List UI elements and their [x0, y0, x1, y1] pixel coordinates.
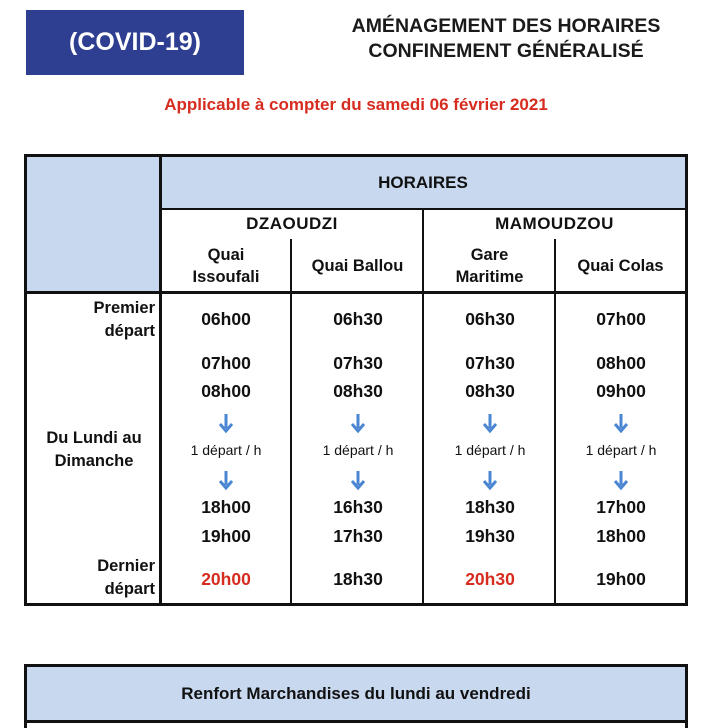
time-cell: 20h30 — [465, 569, 515, 589]
site-mamoudzou: MAMOUDZOU — [495, 214, 614, 233]
time-cell: 07h30 — [465, 353, 515, 373]
time-cell: 17h00 — [596, 497, 646, 517]
frequency-cell: 1 départ / h — [322, 442, 394, 458]
arrow-down-icon — [555, 470, 687, 493]
label-line: Du Lundi au — [46, 429, 142, 447]
quai-ballou: Quai Ballou — [311, 257, 404, 275]
time-cell: 07h00 — [201, 353, 251, 373]
time-cell: 07h30 — [333, 353, 383, 373]
time-cell: 18h00 — [596, 526, 646, 546]
quai-line: Maritime — [455, 268, 524, 286]
arrow-down-icon — [424, 470, 556, 493]
arrow-down-icon — [160, 470, 292, 493]
horaires-header: HORAIRES — [161, 157, 685, 209]
schedule-table — [24, 154, 688, 606]
time-cell: 06h00 — [201, 309, 251, 329]
covid-badge: (COVID-19) — [26, 10, 244, 75]
time-cell: 17h30 — [333, 526, 383, 546]
renfort-header: Renfort Marchandises du lundi au vendredi — [27, 667, 685, 723]
label-dernier-depart — [27, 555, 157, 601]
time-cell: 16h30 — [333, 497, 383, 517]
time-cell: 19h00 — [596, 569, 646, 589]
time-cell: 20h00 — [201, 569, 251, 589]
frequency-cell: 1 départ / h — [454, 442, 526, 458]
label-premier-depart — [27, 297, 157, 343]
quai-gare-maritime — [424, 239, 555, 293]
arrow-down-icon — [555, 413, 687, 436]
page-title — [300, 14, 712, 64]
table-corner — [27, 157, 161, 293]
arrow-down-icon — [160, 413, 292, 436]
frequency-cell: 1 départ / h — [190, 442, 262, 458]
quai-issoufali — [161, 239, 291, 293]
time-cell: 18h30 — [333, 569, 383, 589]
arrow-down-icon — [424, 413, 556, 436]
time-cell: 19h00 — [201, 526, 251, 546]
frequency-cell: 1 départ / h — [585, 442, 657, 458]
title-line-1: AMÉNAGEMENT DES HORAIRES — [351, 15, 661, 37]
renfort-table — [24, 664, 688, 728]
applicable-date: Applicable à compter du samedi 06 février 2021 — [164, 95, 548, 114]
time-cell: 07h00 — [596, 309, 646, 329]
quai-line: Quai — [207, 246, 245, 264]
label-line: départ — [104, 322, 155, 340]
arrow-down-icon — [292, 470, 424, 493]
time-cell: 09h00 — [596, 381, 646, 401]
time-cell: 18h30 — [465, 497, 515, 517]
time-cell: 08h30 — [333, 381, 383, 401]
quai-colas: Quai Colas — [577, 257, 664, 275]
quai-line: Issoufali — [192, 268, 260, 286]
time-cell: 06h30 — [333, 309, 383, 329]
label-line: départ — [104, 580, 155, 598]
site-dzaoudzi: DZAOUDZI — [246, 214, 338, 233]
time-cell: 08h30 — [465, 381, 515, 401]
label-line: Dernier — [97, 557, 155, 575]
label-line: Premier — [93, 299, 155, 317]
time-cell: 18h00 — [201, 497, 251, 517]
time-cell: 19h30 — [465, 526, 515, 546]
time-cell: 06h30 — [465, 309, 515, 329]
label-line: Dimanche — [54, 452, 134, 470]
quai-line: Gare — [470, 246, 509, 264]
time-cell: 08h00 — [596, 353, 646, 373]
title-line-2: CONFINEMENT GÉNÉRALISÉ — [368, 40, 644, 62]
arrow-down-icon — [292, 413, 424, 436]
label-week — [27, 427, 161, 473]
time-cell: 08h00 — [201, 381, 251, 401]
